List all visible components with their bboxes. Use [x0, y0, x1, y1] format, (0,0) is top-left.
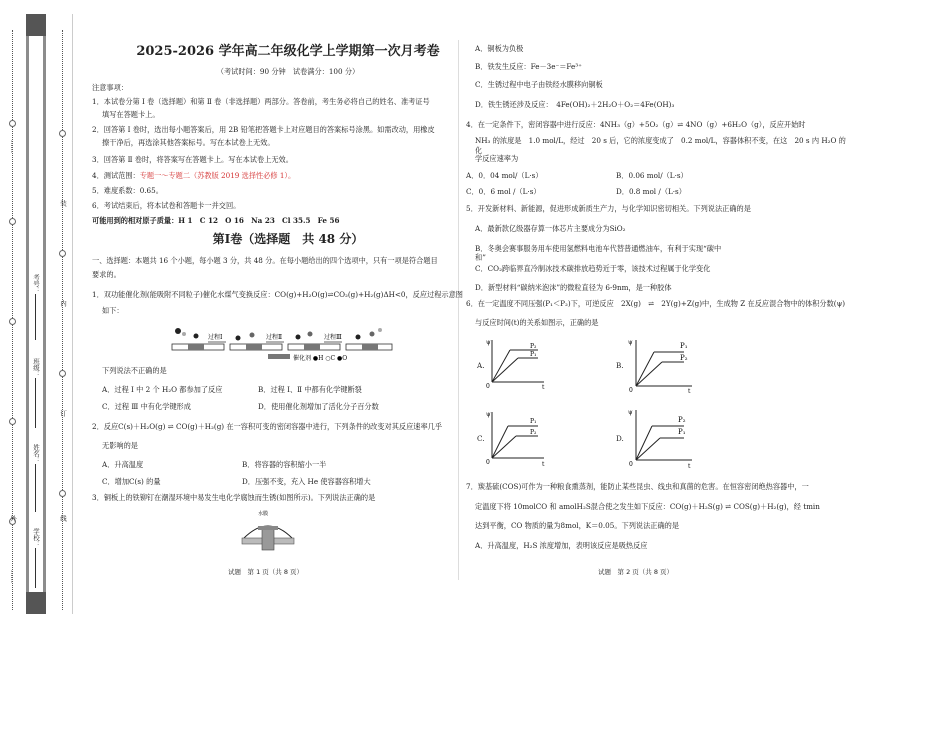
student-info-panel [29, 36, 43, 592]
q6-graph-d [628, 404, 698, 470]
svg-text:0: 0 [486, 459, 490, 466]
q2-option-c[interactable]: C．增加C(s) 的量 [102, 477, 161, 486]
q2-option-b[interactable]: B．将容器的容积缩小一半 [242, 460, 327, 469]
q3-option-d[interactable] [475, 100, 674, 110]
q1-option-a[interactable]: A．过程 Ⅰ 中 2 个 H₂O 都参加了反应 [102, 385, 223, 394]
punch-hole [9, 418, 16, 425]
binding-gray-band [26, 14, 46, 614]
name-line[interactable] [35, 464, 36, 512]
q4-option-d[interactable]: D．0.8 mol /（L·s） [616, 187, 686, 196]
svg-text:P₁: P₁ [678, 428, 686, 436]
svg-text:P₁: P₁ [530, 351, 537, 358]
svg-text:ψ: ψ [628, 339, 633, 346]
q3-option-b[interactable]: B．铁发生反应：Fe－3e⁻＝Fe³⁺ [475, 62, 582, 71]
q3-rivet-figure [236, 508, 300, 552]
figure-label: 水膜 [258, 511, 269, 517]
q3-option-a[interactable]: A．铜板为负极 [475, 44, 524, 53]
svg-text:P₂: P₂ [530, 429, 537, 436]
notes-heading: 注意事项： [92, 83, 128, 92]
q7-stem: 7．羰基硫(COS)可作为一种粮食熏蒸剂，能防止某些昆虫、线虫和真菌的危害。在恒容密闭绝热容器中，一 [466, 482, 809, 491]
outer-mark: …… [9, 140, 17, 153]
q1-option-c[interactable]: C．过程 Ⅲ 中有化学键形成 [102, 402, 191, 411]
svg-text:0: 0 [629, 387, 633, 394]
punch-hole [59, 250, 66, 257]
q3-option-d-text: D．铁生锈还涉及反应： [475, 100, 550, 109]
q6-graph-b [628, 334, 698, 394]
inner-dash-line [62, 30, 63, 610]
inner-mark: 内 [59, 300, 67, 307]
q3-option-d-equation: 4Fe(OH)₂＋2H₂O＋O₂＝4Fe(OH)₃ [556, 100, 675, 109]
q1-option-d[interactable]: D．使用催化剂增加了活化分子百分数 [258, 402, 379, 411]
q6-stem: 6．在一定温度不同压强(P₁＜P₂)下，可逆反应 2X(g) ⇌ 2Y(g)+Z(g)中，生成物 Z 在反应混合物中的体积分数(ψ) [466, 299, 846, 308]
section-title: 第Ⅰ卷（选择题 共 48 分） [212, 232, 364, 246]
q6-option-b[interactable]: B. [616, 361, 624, 370]
q4-stem: 化 [475, 146, 483, 155]
page-footer-left: 试题 第 1 页（共 8 页） [228, 568, 304, 576]
q1-stem: 如下： [102, 306, 124, 315]
svg-text:P₂: P₂ [680, 354, 688, 362]
school-line[interactable] [35, 548, 36, 588]
q1-process-figure [168, 322, 396, 362]
q6-option-d[interactable]: D. [616, 434, 624, 443]
svg-text:t: t [688, 463, 691, 470]
outer-mark: …… [9, 570, 17, 583]
scope-prefix: 4．测试范围： [92, 171, 140, 180]
scope-text: 专题一～专题二（苏教版 2019 选择性必修 1）。 [139, 171, 296, 180]
note-item: 1．本试卷分第 Ⅰ 卷（选择题）和第 Ⅱ 卷（非选择题）两部分。答卷前，考生务必将自己的姓名、准考证号 [92, 97, 430, 106]
q6-option-a[interactable]: A. [477, 361, 485, 370]
svg-text:t: t [688, 388, 691, 394]
q2-stem: 2．反应C(s)＋H₂O(g) ⇌ CO(g)＋H₂(g) 在一容积可变的密闭容器中进行，下列条件的改变对其反应速率几乎 [92, 422, 443, 431]
note-item: 6．考试结束后，将本试卷和答题卡一并交回。 [92, 201, 241, 210]
q6-graph-c [486, 406, 548, 468]
figure-legend: 催化剂 ●H ○C ●O [293, 355, 348, 362]
q1-stem: 1．双功能催化剂(能吸附不同粒子)催化水煤气变换反应：CO(g)+H₂O(g)⇌CO₂(g)+H₂(g)ΔH<0，反应过程示意图 [92, 290, 463, 299]
note-item: 擦干净后，再选涂其他答案标号。写在本试卷上无效。 [102, 138, 275, 147]
exam-no-label: 考号： [32, 274, 40, 294]
note-item: 3．回答第 Ⅱ 卷时，将答案写在答题卡上。写在本试卷上无效。 [92, 155, 293, 164]
q6-option-c[interactable]: C. [477, 434, 485, 443]
exam-no-line[interactable] [35, 294, 36, 340]
name-label: 姓名： [32, 444, 40, 464]
inner-mark: 线 [59, 515, 67, 522]
svg-text:ψ: ψ [486, 411, 491, 418]
column-divider [458, 40, 459, 580]
school-label: 学校： [32, 528, 40, 548]
exam-title: 2025-2026 学年高二年级化学上学期第一次月考卷 [136, 44, 440, 59]
q4-option-c[interactable]: C．0．6 mol /（L·s） [466, 187, 541, 196]
punch-hole [9, 318, 16, 325]
q1-prompt: 下列说法不正确的是 [102, 366, 167, 375]
punch-hole [9, 218, 16, 225]
svg-text:0: 0 [486, 383, 490, 390]
q4-stem: 学反应速率为 [475, 154, 519, 163]
q6-stem: 与反应时间(t)的关系如图示，正确的是 [475, 318, 599, 327]
svg-text:P₂: P₂ [678, 416, 686, 424]
punch-hole [59, 370, 66, 377]
q5-option-c[interactable]: C．CO₂跨临界直冷制冰技术碳排放趋势近于零，该技术过程属于化学变化 [475, 264, 711, 273]
q5-option-a[interactable]: A．最新款亿级器存算一体芯片主要成分为SiO₂ [475, 224, 626, 233]
q5-option-b[interactable]: B．冬奥会赛事服务用车使用氢燃料电池车代替普通燃油车，有利于实现“碳中 [475, 244, 722, 253]
class-line[interactable] [35, 378, 36, 428]
binding-strip [0, 0, 72, 625]
q5-stem: 5．开发新材料、新能源，促进形成新质生产力，与化学知识密切相关。下列说法正确的是 [466, 204, 751, 213]
svg-text:0: 0 [629, 461, 633, 468]
process-label: 过程Ⅱ [266, 334, 283, 341]
q2-stem: 无影响的是 [102, 441, 138, 450]
q7-stem: 达到平衡，CO 物质的量为8mol，K＝0.05。下列说法正确的是 [475, 521, 680, 530]
q7-stem: 定温度下将 10molCO 和 amolH₂S混合使之发生如下反应：CO(g)＋H₂S(g) ⇌ COS(g)＋H₂(g)，经 tmin [475, 502, 820, 511]
q4-option-b[interactable]: B．0.06 mol/（L·s） [616, 171, 688, 180]
band-cap-bottom [26, 592, 46, 614]
inner-mark: 装 [59, 200, 67, 207]
process-label: 过程Ⅲ [324, 334, 342, 341]
note-item: 5．难度系数：0.65。 [92, 186, 163, 195]
q1-option-b[interactable]: B．过程 Ⅰ、Ⅱ 中都有化学键断裂 [258, 385, 362, 394]
atomic-masses: 可能用到的相对原子质量：H 1 C 12 O 16 Na 23 Cl 35.5 Fe 56 [92, 216, 340, 225]
svg-text:t: t [542, 461, 545, 468]
band-cap-top [26, 14, 46, 36]
q3-option-c[interactable]: C．生锈过程中电子由铁经水膜移向铜板 [475, 80, 603, 89]
q6-graph-a [486, 336, 548, 390]
q5-option-b-cont: 和” [475, 253, 486, 262]
q3-stem: 3．铜板上的铁铆钉在潮湿环境中易发生电化学腐蚀而生锈(如图所示)。下列说法正确的是 [92, 493, 376, 502]
inner-mark: 订 [59, 410, 67, 417]
page-footer-right: 试题 第 2 页（共 8 页） [598, 568, 674, 576]
punch-hole [9, 120, 16, 127]
punch-hole [59, 130, 66, 137]
q4-stem: NH₃ 的浓度是 1.0 mol/L，经过 20 s 后，它的浓度变成了 0.2 mol/L，容器体积不变，在这 20 s 内 H₂O 的 [475, 136, 846, 145]
section-intro: 要求的。 [92, 270, 121, 279]
svg-text:P₁: P₁ [680, 342, 688, 350]
svg-text:ψ: ψ [486, 339, 491, 346]
punch-hole [59, 490, 66, 497]
svg-text:P₁: P₁ [530, 418, 537, 425]
note-item: 填写在答题卡上。 [102, 110, 160, 119]
svg-text:t: t [542, 384, 545, 390]
outer-mark: 外 [9, 515, 17, 522]
exam-subtitle: （考试时间：90 分钟 试卷满分：100 分） [216, 67, 360, 76]
section-intro: 一、选择题：本题共 16 个小题，每小题 3 分，共 48 分。在每小题给出的四个选项中，只有一项是符合题目 [92, 256, 438, 265]
class-label: 班级： [32, 358, 40, 378]
process-label: 过程Ⅰ [208, 334, 223, 341]
svg-text:P₂: P₂ [530, 343, 537, 350]
q2-option-d[interactable]: D．压强不变，充入 He 使容器容积增大 [242, 477, 371, 486]
q4-stem: 4．在一定条件下，密闭容器中进行反应：4NH₃（g）+5O₂（g）⇌ 4NO（g）+6H₂O（g），反应开始时 [466, 120, 806, 129]
q7-option-a[interactable]: A．升高温度，H₂S 浓度增加，表明该反应是吸热反应 [475, 541, 648, 550]
note-item: 2．回答第 Ⅰ 卷时，选出每小题答案后，用 2B 铅笔把答题卡上对应题目的答案标号涂黑。如需改动，用橡皮 [92, 125, 435, 134]
q2-option-a[interactable]: A．升高温度 [102, 460, 144, 469]
q4-option-a[interactable]: A．0．04 mol/（L·s） [466, 171, 543, 180]
note-scope [92, 171, 295, 181]
q5-option-d[interactable]: D．新型材料“碳纳米泡沫”的微粒直径为 6-9nm，是一种胶体 [475, 283, 672, 292]
svg-text:ψ: ψ [628, 409, 633, 416]
